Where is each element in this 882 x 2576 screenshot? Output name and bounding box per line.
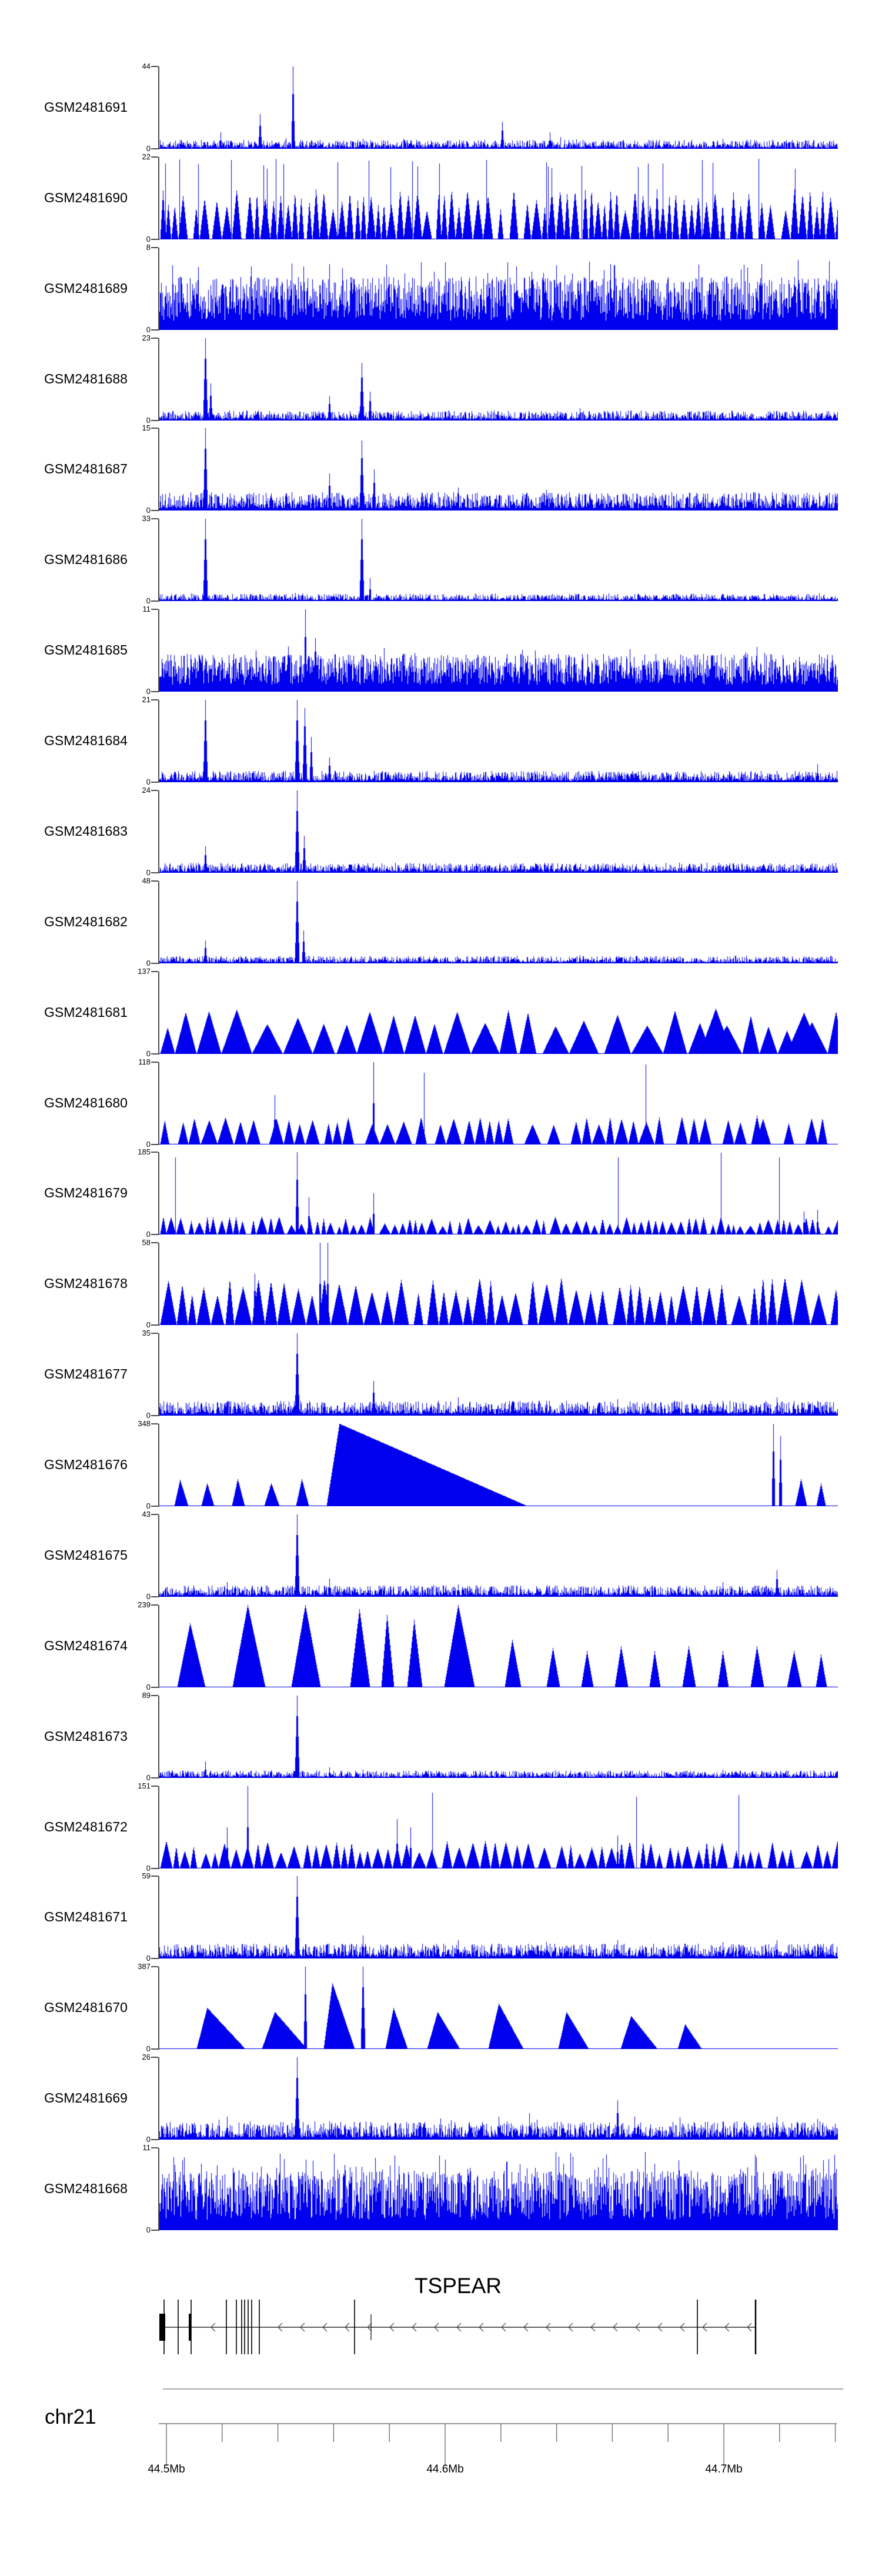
- track-ymax-value: 151: [138, 1781, 151, 1790]
- track-yaxis-tick: [151, 1333, 158, 1334]
- track-ymax-value: 43: [142, 1509, 151, 1519]
- track-ymax-value: 8: [146, 242, 151, 252]
- track-label: GSM2481679: [44, 1185, 128, 1201]
- track-label: GSM2481689: [44, 280, 128, 296]
- signal-canvas: [159, 881, 838, 963]
- track-ymin-value: 0: [146, 2044, 151, 2054]
- chromosome-label: chr21: [45, 2405, 96, 2428]
- track-ymin-value: 0: [146, 2135, 151, 2144]
- signal-canvas: [159, 157, 838, 239]
- track-yaxis-tick: [151, 1242, 158, 1243]
- track-label: GSM2481673: [44, 1728, 128, 1744]
- ruler-tick-label: 44.6Mb: [426, 2463, 464, 2475]
- gene-name-label: TSPEAR: [414, 2274, 502, 2298]
- track-ymin-value: 0: [146, 325, 151, 334]
- track-yaxis-tick: [151, 691, 158, 692]
- track-yaxis-tick: [151, 600, 158, 602]
- track-label: GSM2481672: [44, 1818, 128, 1834]
- track-yaxis-tick: [151, 1687, 158, 1688]
- track-ymin-value: 0: [146, 2225, 151, 2234]
- signal-canvas: [159, 1243, 838, 1325]
- track-yaxis-tick: [151, 1958, 158, 1959]
- track-ymax-value: 387: [138, 1962, 151, 1971]
- ruler-tick-label: 44.5Mb: [148, 2463, 185, 2475]
- track-ymin-value: 0: [146, 1954, 151, 1963]
- track-yaxis-tick: [151, 1053, 158, 1055]
- track-ymin-value: 0: [146, 234, 151, 243]
- track-ymax-value: 58: [142, 1238, 151, 1247]
- track-ymax-value: 48: [142, 876, 151, 885]
- track-yaxis-tick: [151, 971, 158, 972]
- track-ymax-value: 239: [138, 1600, 151, 1609]
- signal-canvas: [159, 1876, 838, 1958]
- track-label: GSM2481680: [44, 1095, 128, 1110]
- signal-canvas: [159, 519, 838, 601]
- cds-exon-box: [159, 2314, 165, 2341]
- track-yaxis-tick: [151, 963, 158, 964]
- track-yaxis-tick: [151, 790, 158, 791]
- track-yaxis-tick: [151, 880, 158, 882]
- track-ymin-value: 0: [146, 415, 151, 425]
- track-yaxis-tick: [151, 66, 158, 67]
- track-ymin-value: 0: [146, 1139, 151, 1149]
- track-yaxis-tick: [151, 1966, 158, 1967]
- signal-canvas: [159, 609, 838, 692]
- track-ymin-value: 0: [146, 144, 151, 153]
- signal-canvas: [159, 248, 838, 330]
- track-label: GSM2481685: [44, 642, 128, 658]
- signal-canvas: [159, 1424, 838, 1506]
- track-ymin-value: 0: [146, 1049, 151, 1058]
- signal-canvas: [159, 700, 838, 782]
- track-yaxis-tick: [151, 1786, 158, 1787]
- signal-canvas: [159, 1152, 838, 1234]
- track-label: GSM2481686: [44, 552, 128, 568]
- track-ymax-value: 33: [142, 514, 151, 523]
- track-label: GSM2481681: [44, 1004, 128, 1020]
- signal-canvas: [159, 428, 838, 510]
- track-ymax-value: 24: [142, 785, 151, 795]
- track-yaxis-tick: [151, 1514, 158, 1515]
- track-yaxis-tick: [151, 2048, 158, 2050]
- signal-canvas: [159, 338, 838, 421]
- track-ymax-value: 89: [142, 1690, 151, 1700]
- track-yaxis-tick: [151, 1604, 158, 1606]
- signal-canvas: [159, 1967, 838, 2049]
- track-label: GSM2481670: [44, 2000, 128, 2016]
- track-label: GSM2481690: [44, 189, 128, 205]
- track-yaxis-tick: [151, 1777, 158, 1778]
- track-label: GSM2481691: [44, 99, 128, 115]
- track-yaxis-tick: [151, 420, 158, 421]
- track-ymax-value: 21: [142, 695, 151, 705]
- track-label: GSM2481676: [44, 1457, 128, 1473]
- track-ymax-value: 23: [142, 333, 151, 342]
- track-ymax-value: 35: [142, 1329, 151, 1338]
- track-label: GSM2481674: [44, 1637, 128, 1653]
- track-ymin-value: 0: [146, 1682, 151, 1691]
- track-label: GSM2481688: [44, 371, 128, 386]
- signal-canvas: [159, 1786, 838, 1868]
- track-label: GSM2481668: [44, 2181, 128, 2196]
- track-ymax-value: 11: [142, 2143, 151, 2152]
- track-yaxis-tick: [151, 1324, 158, 1326]
- track-ymax-value: 26: [142, 2053, 151, 2062]
- track-label: GSM2481683: [44, 823, 128, 839]
- track-yaxis-tick: [151, 609, 158, 610]
- track-yaxis-tick: [151, 510, 158, 511]
- signal-canvas: [159, 66, 838, 149]
- gene-model-track: [0, 2291, 882, 2361]
- track-yaxis-tick: [151, 148, 158, 149]
- signal-canvas: [159, 1333, 838, 1416]
- signal-canvas: [159, 1514, 838, 1597]
- track-yaxis-tick: [151, 2057, 158, 2058]
- thick-exon-mark: [189, 2314, 191, 2341]
- track-yaxis-tick: [151, 1415, 158, 1416]
- track-yaxis-tick: [151, 1596, 158, 1597]
- track-yaxis-tick: [151, 518, 158, 519]
- track-ymin-value: 0: [146, 1230, 151, 1239]
- track-yaxis-tick: [151, 338, 158, 339]
- track-ymax-value: 15: [142, 423, 151, 433]
- track-ymin-value: 0: [146, 687, 151, 696]
- track-yaxis-tick: [151, 1234, 158, 1235]
- signal-canvas: [159, 1605, 838, 1687]
- track-yaxis-tick: [151, 1695, 158, 1696]
- track-ymin-value: 0: [146, 1411, 151, 1420]
- track-yaxis-tick: [151, 1423, 158, 1424]
- track-ymin-value: 0: [146, 596, 151, 606]
- track-ymax-value: 11: [142, 605, 151, 614]
- track-yaxis-tick: [151, 1152, 158, 1153]
- track-yaxis-tick: [151, 428, 158, 429]
- track-ymin-value: 0: [146, 1591, 151, 1601]
- track-ymax-value: 22: [142, 152, 151, 161]
- signal-canvas: [159, 790, 838, 873]
- ruler-tick-label: 44.7Mb: [705, 2463, 743, 2475]
- signal-canvas: [159, 1062, 838, 1144]
- signal-canvas: [159, 2148, 838, 2230]
- signal-canvas: [159, 1696, 838, 1778]
- track-label: GSM2481669: [44, 2090, 128, 2106]
- track-ymin-value: 0: [146, 506, 151, 515]
- track-ymax-value: 185: [138, 1147, 151, 1157]
- track-yaxis-tick: [151, 1868, 158, 1869]
- track-yaxis-tick: [151, 239, 158, 240]
- track-yaxis-tick: [151, 2139, 158, 2140]
- track-yaxis-tick: [151, 872, 158, 873]
- track-ymin-value: 0: [146, 867, 151, 877]
- track-label: GSM2481682: [44, 913, 128, 929]
- track-ymax-value: 44: [142, 62, 151, 71]
- track-yaxis-tick: [151, 247, 158, 248]
- track-ymin-value: 0: [146, 1773, 151, 1782]
- track-ymax-value: 118: [138, 1057, 151, 1066]
- track-yaxis-tick: [151, 699, 158, 700]
- track-label: GSM2481687: [44, 461, 128, 477]
- track-ymin-value: 0: [146, 1320, 151, 1330]
- track-label: GSM2481671: [44, 1909, 128, 1925]
- track-yaxis-tick: [151, 1876, 158, 1877]
- track-label: GSM2481684: [44, 733, 128, 749]
- track-ymin-value: 0: [146, 1501, 151, 1511]
- track-ymin-value: 0: [146, 1863, 151, 1873]
- track-ymax-value: 137: [138, 966, 151, 976]
- track-yaxis-tick: [151, 782, 158, 783]
- track-label: GSM2481675: [44, 1547, 128, 1563]
- track-yaxis-tick: [151, 1062, 158, 1063]
- track-yaxis-tick: [151, 156, 158, 158]
- signal-canvas: [159, 2057, 838, 2140]
- track-ymin-value: 0: [146, 958, 151, 967]
- track-yaxis-tick: [151, 2147, 158, 2148]
- track-ymin-value: 0: [146, 778, 151, 787]
- track-yaxis-tick: [151, 1144, 158, 1145]
- track-label: GSM2481677: [44, 1366, 128, 1382]
- track-yaxis-tick: [151, 329, 158, 331]
- signal-canvas: [159, 972, 838, 1054]
- track-yaxis-tick: [151, 1506, 158, 1507]
- track-yaxis-tick: [151, 2230, 158, 2231]
- track-label: GSM2481678: [44, 1276, 128, 1292]
- track-ymax-value: 348: [138, 1419, 151, 1429]
- track-ymax-value: 59: [142, 1871, 151, 1881]
